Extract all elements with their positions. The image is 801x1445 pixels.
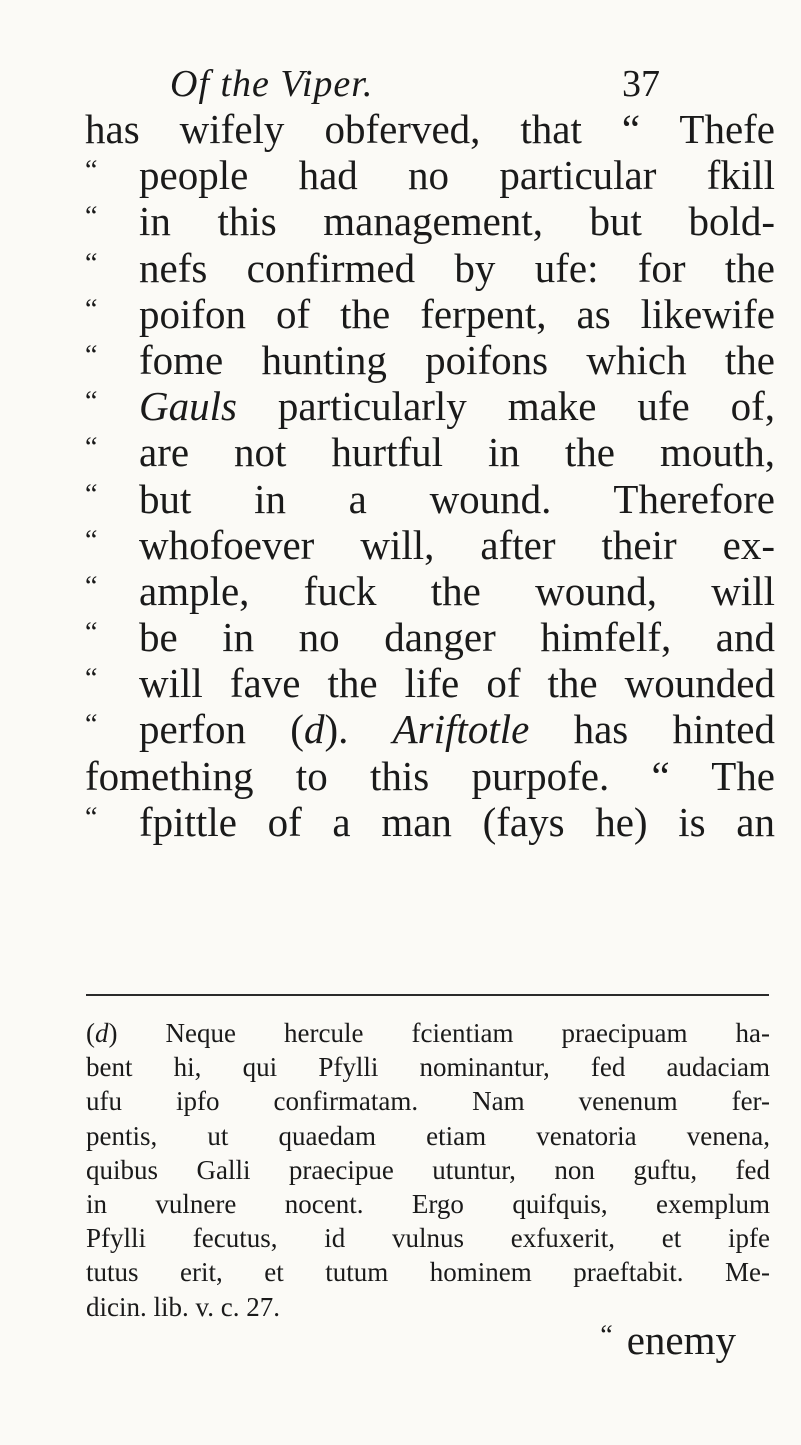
quote-mark: “ <box>600 1320 613 1351</box>
text-line-content: will fave the life of the wounded <box>139 660 775 707</box>
text-line-content: perfon (d). Ariftotle has hinted <box>139 706 775 753</box>
footnote-line: in vulnere nocent. Ergo quifquis, exemplum <box>86 1188 770 1219</box>
text-line-content: ample, fuck the wound, will <box>139 567 775 614</box>
text-line-content: fpittle of a man (fays he) is an <box>139 798 775 845</box>
footnote-line: quibus Galli praecipue utuntur, non guftu, fed <box>86 1154 770 1185</box>
text-line-content: Gauls particularly make ufe of, <box>139 383 775 430</box>
footnote-line: Pfylli fecutus, id vulnus exfuxerit, et ipfe <box>86 1223 770 1254</box>
quote-mark: “ <box>85 432 98 464</box>
text-line <box>85 245 775 291</box>
quote-mark: “ <box>85 801 98 833</box>
text-line <box>85 614 775 660</box>
text-line-content: has wifely obferved, that “ Thefe <box>85 106 775 152</box>
running-title: Of the Viper. <box>170 63 374 105</box>
text-line-content: in this management, but bold- <box>139 198 775 245</box>
quote-mark: “ <box>85 617 98 649</box>
quote-mark: “ <box>85 524 98 556</box>
text-line <box>85 291 775 337</box>
text-line-content: poifon of the ferpent, as likewife <box>139 290 775 337</box>
text-line <box>85 476 775 522</box>
text-line <box>85 152 775 198</box>
italic-text: Ariftotle <box>392 706 530 753</box>
catchword-text: enemy <box>626 1317 736 1363</box>
text-line <box>85 522 775 568</box>
text-line-content: be in no danger himfelf, and <box>139 614 775 661</box>
text-line <box>85 106 775 152</box>
page-number: 37 <box>622 63 660 105</box>
text-line <box>85 429 775 475</box>
text-line <box>85 383 775 429</box>
footnote-line: tutus erit, et tutum hominem praeftabit. Me- <box>86 1257 770 1288</box>
text-line <box>85 198 775 244</box>
text-line-content: nefs confirmed by ufe: for the <box>139 244 775 291</box>
italic-text: Gauls <box>139 383 237 430</box>
quote-mark: “ <box>85 293 98 325</box>
quote-mark: “ <box>85 247 98 279</box>
text-line-content: fome hunting poifons which the <box>139 336 775 383</box>
text-line <box>85 337 775 383</box>
footnote-line: ufu ipfo confirmatam. Nam venenum fer- <box>86 1086 770 1117</box>
text-line-content: people had no particular fkill <box>139 152 775 199</box>
footnote <box>86 1016 770 1324</box>
quote-mark: “ <box>85 709 98 741</box>
quote-mark: “ <box>85 478 98 510</box>
quote-mark: “ <box>85 155 98 187</box>
quote-mark: “ <box>85 386 98 418</box>
footnote-line: bent hi, qui Pfylli nominantur, fed audaciam <box>86 1052 770 1083</box>
footnote-rule <box>86 994 769 996</box>
quote-mark: “ <box>85 570 98 602</box>
running-header <box>170 62 660 112</box>
quote-mark: “ <box>85 663 98 695</box>
text-line <box>85 706 775 752</box>
footnote-marker: d <box>95 1018 109 1048</box>
footnote-line: pentis, ut quaedam etiam venatoria venena, <box>86 1120 770 1151</box>
text-line-content: fomething to this purpofe. “ The <box>85 752 775 799</box>
footnote-line: (d) Neque hercule fcientiam praecipuam ha- <box>86 1018 770 1048</box>
text-line-content: but in a wound. Therefore <box>139 475 775 522</box>
catchword <box>600 1316 736 1364</box>
footnote-line: dicin. lib. v. c. 27. <box>86 1291 280 1322</box>
text-line <box>85 799 775 845</box>
quote-mark: “ <box>85 201 98 233</box>
text-line <box>85 568 775 614</box>
text-line <box>85 753 775 799</box>
quote-mark: “ <box>85 339 98 371</box>
text-line-content: whofoever will, after their ex- <box>139 521 775 568</box>
main-text <box>85 106 775 845</box>
text-line-content: are not hurtful in the mouth, <box>139 429 775 476</box>
text-line <box>85 660 775 706</box>
footnote-marker: d <box>303 706 325 753</box>
